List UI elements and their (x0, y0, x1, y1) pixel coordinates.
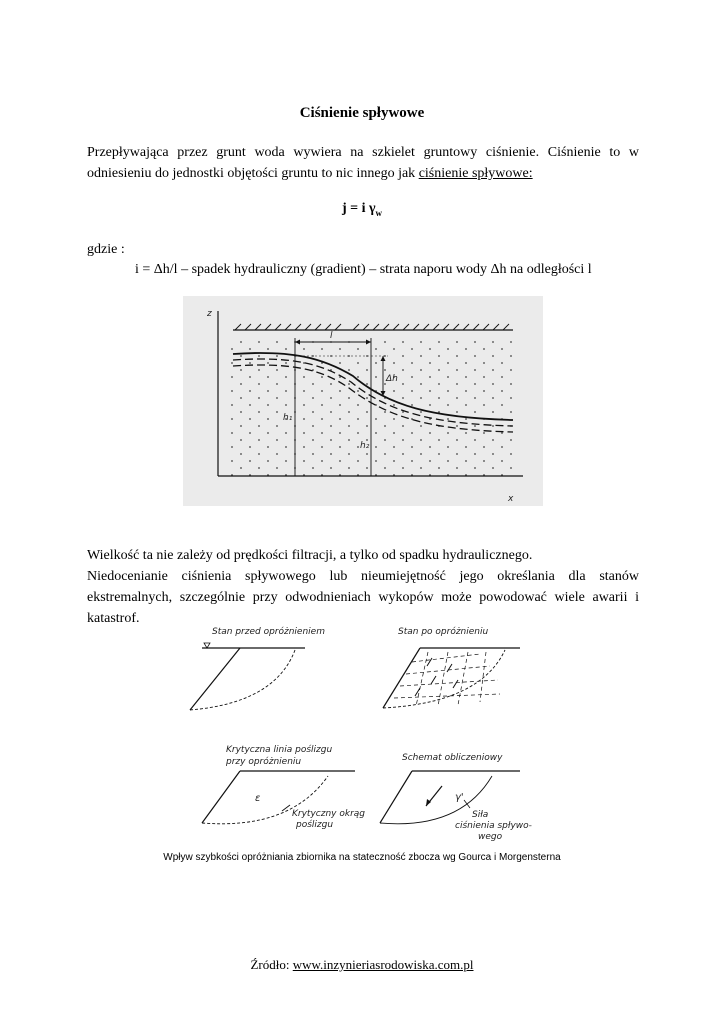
source-link[interactable]: www.inzynieriasrodowiska.com.pl (292, 957, 474, 972)
paragraph-2: Wielkość ta nie zależy od prędkości filtracji, a tylko od spadku hydraulicznego. (87, 548, 533, 563)
panel3-curve-label-1: Krytyczny okrąg (292, 809, 365, 819)
panel4-force-label-1: Siła (472, 810, 489, 820)
page-title: Ciśnienie spływowe (299, 105, 425, 121)
panel1-title: Stan przed opróżnieniem (212, 627, 325, 637)
dh-label: Δh (386, 374, 398, 384)
intro-term: ciśnienie spływowe: (418, 166, 533, 181)
x-axis-label: x (508, 494, 514, 504)
source-line (0, 957, 724, 973)
formula-subscript: w (375, 207, 383, 218)
panel3-title-2: przy opróżnieniu (226, 757, 302, 767)
panel4-force-label-3: wego (478, 832, 503, 842)
water-level-icon (204, 643, 210, 648)
figure-caption: Wpływ szybkości opróżniania zbiornika na stateczność zbocza wg Gourca i Morgensterna (163, 852, 561, 863)
panel2-title: Stan po opróżnieniu (398, 627, 489, 637)
panel-calculation-scheme (380, 753, 532, 842)
paragraph-3: Niedocenianie ciśnienia spływowego lub nieumiejętność jego określania dla stanów ekstremalnych, szczególnie przy odwodnieniach wykopów może powodować wiele awarii i katastrof. (87, 569, 639, 626)
panel-before-drawdown (190, 626, 325, 710)
slope-stability-figure (180, 618, 550, 850)
panel4-symbol: γ' (455, 792, 464, 803)
h1-label: h₁ (283, 413, 293, 423)
panel-critical-slip (202, 744, 365, 830)
formula-main: j = i γ (341, 201, 376, 216)
z-axis-label: z (207, 309, 212, 319)
panel-after-drawdown (383, 626, 520, 708)
panel3-title-1: Krytyczna linia poślizgu (226, 745, 333, 755)
panel3-symbol: ε (255, 793, 261, 804)
h2-label: h₂ (360, 441, 370, 451)
intro-paragraph (87, 142, 639, 184)
intro-text: Przepływająca przez grunt woda wywiera na szkielet gruntowy ciśnienie. Ciśnienie to w odniesieniu do jednostki objętości gruntu to nic innego jak (87, 145, 639, 181)
seepage-arrows (415, 658, 458, 696)
formula (0, 201, 724, 218)
source-label: Źródło: (250, 957, 293, 972)
panel3-curve-label-2: poślizgu (296, 820, 334, 830)
panel4-title: Schemat obliczeniowy (402, 753, 503, 763)
hydraulic-gradient-figure (183, 296, 543, 506)
l-label: l (330, 331, 333, 341)
where-definition: i = Δh/l – spadek hydrauliczny (gradient) – strata naporu wody Δh na odległości l (135, 262, 592, 277)
panel4-force-label-2: ciśnienia spływo- (455, 821, 532, 831)
where-label: gdzie : (87, 242, 125, 257)
